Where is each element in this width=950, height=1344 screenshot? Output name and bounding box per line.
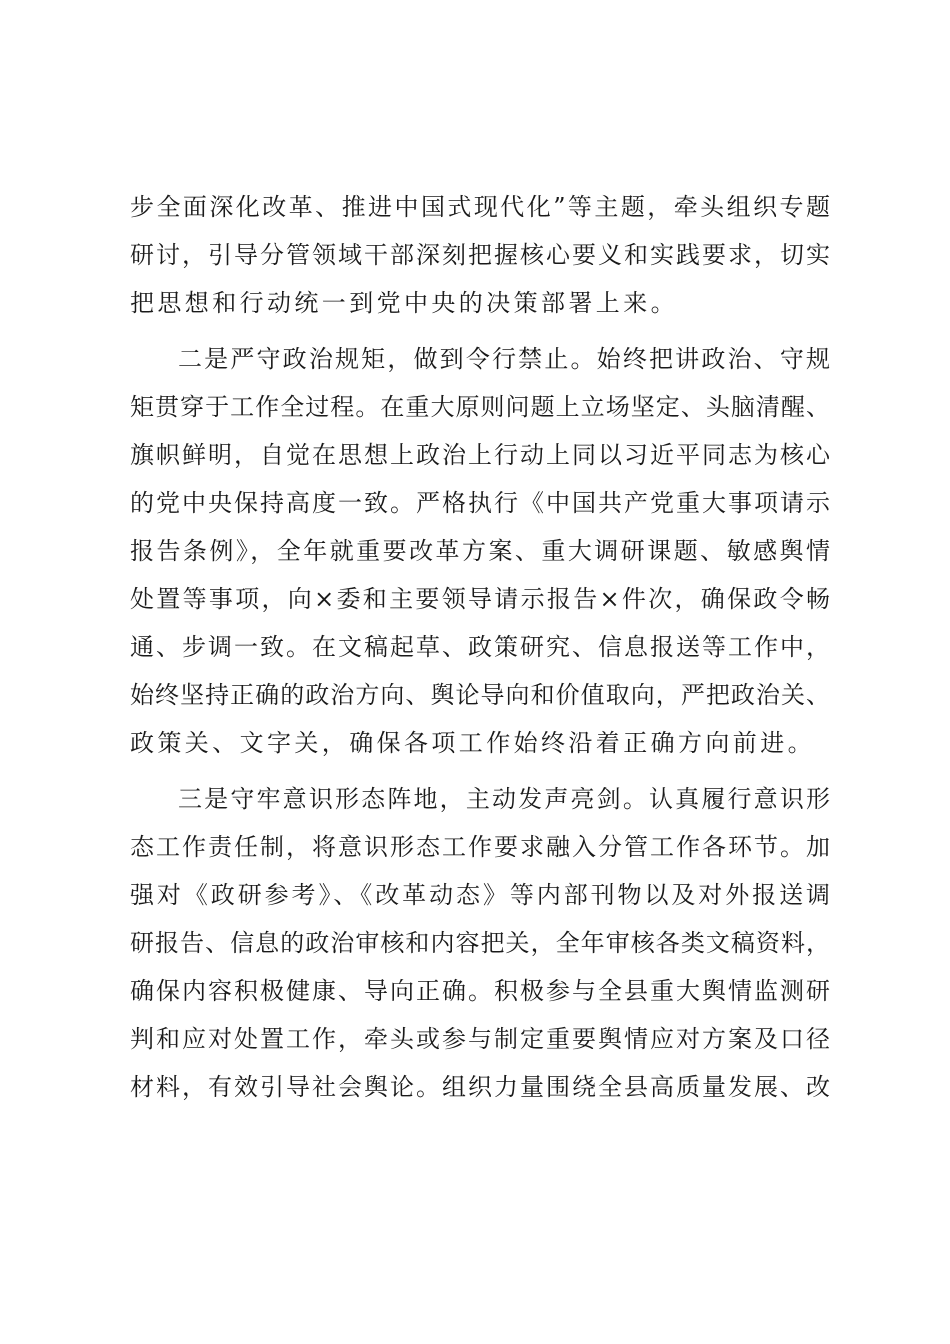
text-line: 二是严守政治规矩，做到令行禁止。始终把讲政治、守规 bbox=[178, 345, 830, 373]
paragraph-spacer bbox=[130, 767, 830, 775]
text-line: 强对《政研参考》、《改革动态》等内部刊物以及对外报送调 bbox=[130, 881, 830, 909]
paragraph-spacer bbox=[130, 327, 830, 335]
text-line: 态工作责任制，将意识形态工作要求融入分管工作各环节。加 bbox=[130, 833, 830, 861]
text-line: 处置等事项，向×委和主要领导请示报告×件次，确保政令畅 bbox=[130, 585, 830, 613]
text-line: 矩贯穿于工作全过程。在重大原则问题上立场坚定、头脑清醒、 bbox=[130, 393, 830, 421]
text-line: 研讨，引导分管领域干部深刻把握核心要义和实践要求，切实 bbox=[130, 241, 830, 269]
paragraph-continued bbox=[130, 183, 830, 327]
text-line: 政策关、文字关，确保各项工作始终沿着正确方向前进。 bbox=[130, 729, 815, 757]
text-line: 研报告、信息的政治审核和内容把关，全年审核各类文稿资料， bbox=[130, 929, 830, 957]
paragraph-2 bbox=[130, 335, 830, 767]
text-line: 的党中央保持高度一致。严格执行《中国共产党重大事项请示 bbox=[130, 489, 830, 517]
text-line: 始终坚持正确的政治方向、舆论导向和价值取向，严把政治关、 bbox=[130, 681, 830, 709]
text-line: 判和应对处置工作，牵头或参与制定重要舆情应对方案及口径 bbox=[130, 1025, 830, 1053]
paragraph-3 bbox=[130, 775, 830, 1111]
text-line: 材料，有效引导社会舆论。组织力量围绕全县高质量发展、改 bbox=[130, 1073, 830, 1101]
text-line: 旗帜鲜明，自觉在思想上政治上行动上同以习近平同志为核心 bbox=[130, 441, 830, 469]
text-line: 通、步调一致。在文稿起草、政策研究、信息报送等工作中， bbox=[130, 633, 830, 661]
text-line: 步全面深化改革、推进中国式现代化”等主题，牵头组织专题 bbox=[130, 193, 830, 221]
text-line: 三是守牢意识形态阵地，主动发声亮剑。认真履行意识形 bbox=[178, 785, 830, 813]
text-line: 报告条例》，全年就重要改革方案、重大调研课题、敏感舆情 bbox=[130, 537, 830, 565]
document-body bbox=[130, 183, 830, 1111]
text-line: 把思想和行动统一到党中央的决策部署上来。 bbox=[130, 289, 678, 317]
text-line: 确保内容积极健康、导向正确。积极参与全县重大舆情监测研 bbox=[130, 977, 830, 1005]
